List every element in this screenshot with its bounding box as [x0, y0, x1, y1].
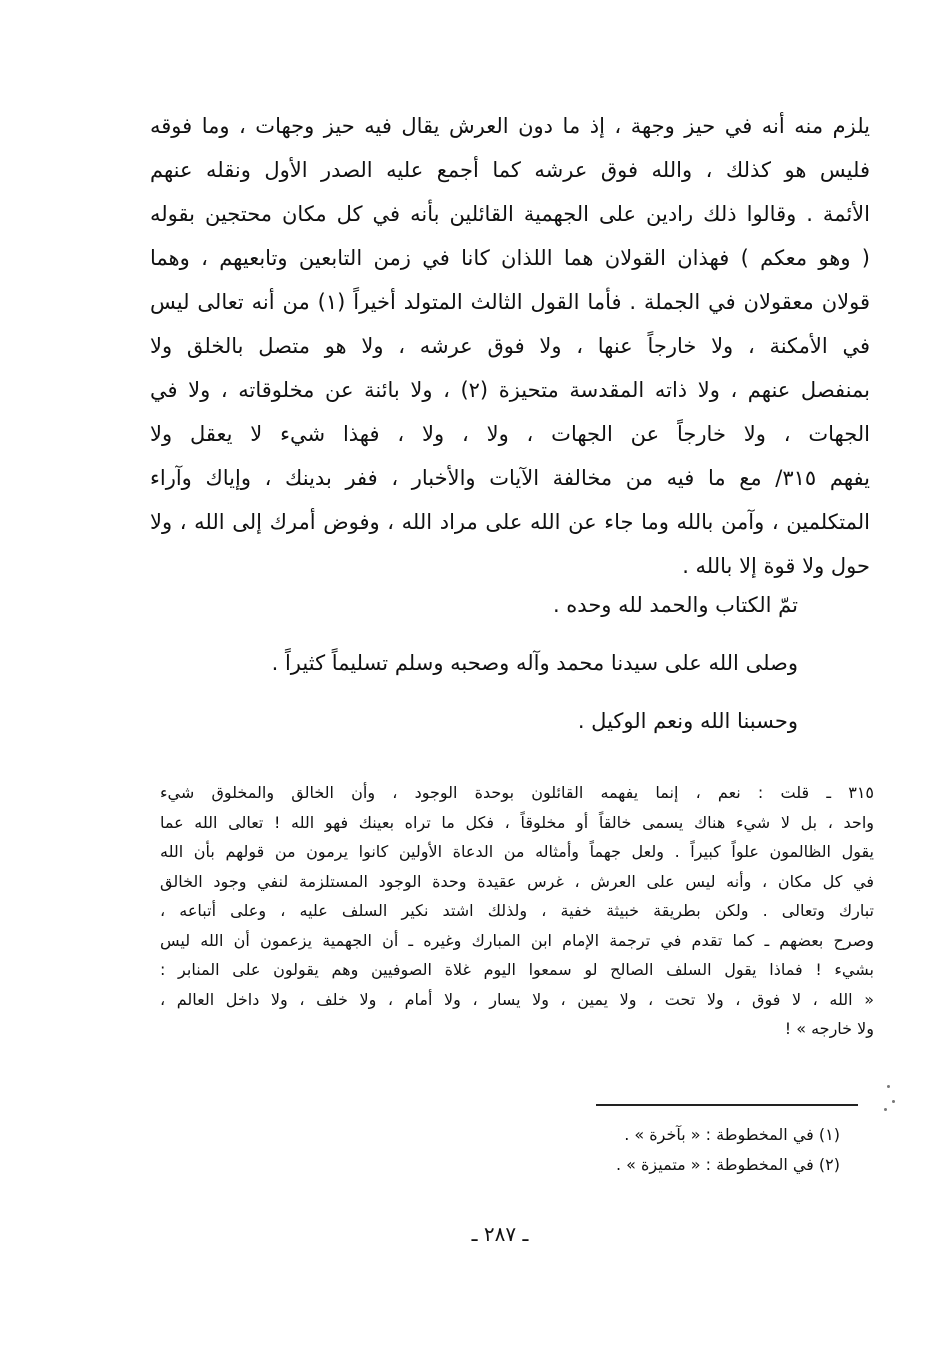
commentary-line: بشيء ! فماذا يقول السلف الصالح لو سمعوا اليوم غلاة الصوفيين وهم يقولون على المنابر :: [160, 960, 874, 979]
main-text-line: ( وهو معكم ) فهذان القولان هما اللذان كانا في زمن التابعين وتابعيهم ، وهما: [150, 246, 870, 270]
main-text-line: يفهم ٣١٥/ مع ما فيه من مخالفة الآيات والأخبار ، ففر بدينك ، وإياك وآراء: [150, 466, 870, 490]
commentary-line: تبارك وتعالى . ولكن بطريقة خبيثة خفية ، ولذلك اشتد نكير السلف عليه ، وعلى أتباعه ،: [160, 901, 874, 920]
editor-commentary: [160, 778, 874, 1044]
scan-speck: [884, 1108, 887, 1111]
closing-line: وحسبنا الله ونعم الوكيل .: [577, 709, 798, 733]
main-text-block: [150, 104, 870, 588]
commentary-line: واحد ، بل لا شيء هناك يسمى خالقاً أو مخلوقاً ، فكل ما تراه بعينك فهو الله ! تعالى الله عما: [160, 812, 874, 832]
commentary-line: يقول الظالمون علواً كبيراً . ولعل جهماً وأمثاله من الدعاة الأولين كانوا يرمون من قولهم بأن الله: [160, 842, 874, 861]
footnote-item: (١) في المخطوطة : « بآخرة » .: [624, 1125, 840, 1144]
footnote-item: (٢) في المخطوطة : « متميزة » .: [615, 1155, 840, 1174]
main-text-line: قولان معقولان في الجملة . فأما القول الثالث المتولد أخيراً (١) من أنه تعالى ليس: [150, 290, 870, 314]
commentary-line: « الله ، لا فوق ، ولا تحت ، ولا يمين ، ولا يسار ، ولا أمام ، ولا خلف ، ولا داخل العالم ،: [160, 989, 874, 1009]
commentary-line: ولا خارجه » !: [784, 1019, 874, 1038]
page-number: ـ ٢٨٧ ـ: [471, 1222, 529, 1246]
commentary-line: في كل مكان ، وأنه ليس على العرش ، غرس عقيدة وحدة الوجود المستلزمة لنفي وجود الخالق: [160, 871, 874, 891]
main-text-line: بمنفصل عنهم ، ولا ذاته المقدسة متحيزة (٢) ، ولا بائنة عن مخلوقاته ، ولا في: [150, 378, 870, 402]
main-text-line: يلزم منه أنه في حيز وجهة ، إذ ما دون العرش يقال فيه حيز وجهات ، وما فوقه: [150, 114, 870, 138]
footnote-divider: [596, 1104, 858, 1106]
main-text-line: في الأمكنة ، ولا خارجاً عنها ، ولا فوق عرشه ، ولا هو متصل بالخلق ولا: [150, 334, 870, 358]
main-text-line: الأئمة . وقالوا ذلك رادين على الجهمية القائلين بأنه في كل مكان محتجين بقوله: [150, 202, 870, 226]
commentary-line: وصرح بعضهم ـ كما تقدم في ترجمة الإمام ابن المبارك وغيره ـ أن الجهمية يزعمون أن الله ليس: [160, 930, 874, 950]
main-text-line: حول ولا قوة إلا بالله .: [682, 554, 870, 578]
closing-line: تمّ الكتاب والحمد لله وحده .: [552, 593, 798, 617]
footnotes: [500, 1120, 840, 1180]
commentary-line: ٣١٥ ـ قلت : نعم ، إنما يفهمه القائلون بوحدة الوجود ، وأن الخالق والمخلوق شيء: [160, 783, 874, 802]
closing-formula: [250, 585, 798, 759]
scan-speck: [892, 1100, 895, 1103]
closing-line: وصلى الله على سيدنا محمد وآله وصحبه وسلم تسليماً كثيراً .: [271, 651, 798, 675]
main-text-line: فليس هو كذلك ، والله فوق عرشه كما أجمع عليه الصدر الأول ونقله عنهم: [150, 158, 870, 182]
scan-speck: [887, 1085, 890, 1088]
main-text-line: المتكلمين ، وآمن بالله وما جاء عن الله على مراد الله ، وفوض أمرك إلى الله ، ولا: [150, 510, 870, 534]
main-text-line: الجهات ، ولا خارجاً عن الجهات ، ولا ، ولا ، فهذا شيء لا يعقل ولا: [150, 422, 870, 446]
